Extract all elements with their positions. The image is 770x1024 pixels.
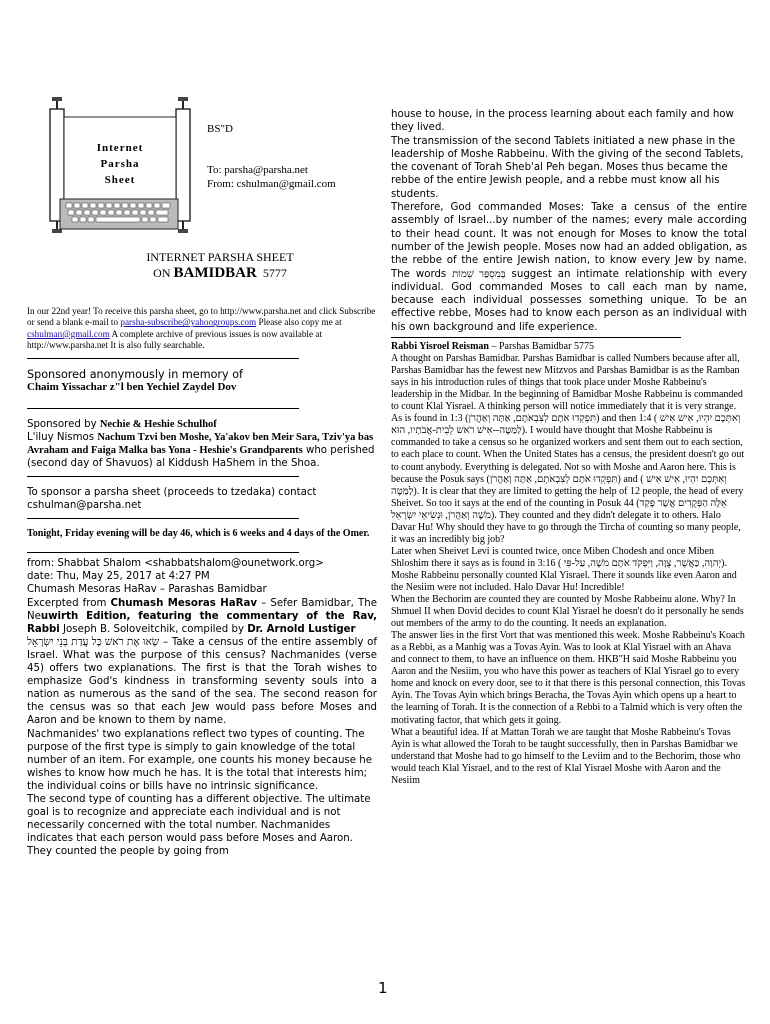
article2-author: Rabbi Yisroel Reisman [391,341,489,353]
divider [391,337,681,338]
hebrew-quote-6: וַיִּפְקֹד אֹתָם מֹשֶׁה, עַל-פִּי [563,557,653,569]
compiled-by-text: Joseph B. Soloveitchik, compiled by [59,623,248,635]
article1-para6-b: suggest an intimate relationship with every individual. God commanded Moses to call each man by name, because each individual possesses something unique. To be an effective rebbe, Moses had to know each person as an individual with his own background and life experience. [391,268,747,333]
article2-source: – Parshas Bamidbar 5775 [488,341,594,353]
article2-para1-d: ) and ( [617,473,647,485]
liluy-text: L'iluy Nismos [27,431,98,443]
book-commentary: uwirth Edition, featuring the commentary of the Rav, Rabbi [27,610,377,635]
email-from: from: Shabbat Shalom <shabbatshalom@ounetwork.org> [27,558,324,570]
omer-count: Tonight, Friday evening will be day 46, which is 6 weeks and 4 days of the Omer. [27,528,370,540]
sponsor-by-text: Sponsored by [27,418,100,430]
article1-para6-a: Therefore, God commanded Moses: Take a census of the entire assembly of Israel...by number of the names; every male according to their head count. It was not enough for Moses to know the total number of the Jewish people. Moses now had an added obligation, as the rebbe of the entire Jewish nation, to know every Jew by name. The words [391,202,747,280]
article2-para3: When the Bechorim are counted they are counted by Moshe Rabbeinu alone. Why? In Shmuel II when Dovid decides to count Klal Yisrael he doesn't do it personally he sends out members of the army to do the counting. It needs an explanation. [391,594,744,630]
article1-intro [27,597,377,728]
article2-para2-b: , [653,557,658,569]
title-line-2 [120,265,320,281]
article2-para2 [391,546,747,594]
article1-para6 [391,201,747,334]
divider [27,552,299,553]
title-line-1: INTERNET PARSHA SHEET [146,250,294,264]
sponsor-contact-email: cshulman@parsha.net [27,500,142,512]
email-date: date: Thu, May 25, 2017 at 4:27 PM [27,571,210,583]
hebrew-quote-3: תִּפְקְדוּ אֹתָם לְצִבְאֹתָם, אַתָּה וְאַהֲרֹן [489,473,618,485]
article2-para2-c: ). Moshe Rabbeinu personally counted Klal Yisrael. There it sounds like even Aaron and the Nesiim were not included. Halo Davar Hu! Incredible! [391,557,737,593]
article1-para4: house to house, in the process learning about each family and how they lived. [391,109,734,134]
intro-paragraph [27,306,377,352]
divider [27,476,299,477]
intro-text-1: In our 22nd year! To receive this parsha sheet, go to http://www.parsha.net and click Subscribe or send a blank e-mail to [27,306,376,328]
title-year: 5777 [262,266,287,280]
intro-text-3: A complete archive of previous issues is now available at http://www.parsha.net It is also fully searchable. [27,328,322,351]
grandparents-names: Nachum Tzvi ben Moshe, Ya'akov ben Meir Sara, Tziv'ya bas Avraham and Faiga Malka bas Yona - Heshie's Grandparents [27,431,374,456]
hebrew-quote-4: וְאִתְּכֶם יִהְיוּ, אִישׁ אִישׁ לַמַּטֶּה [391,473,727,497]
sponsor-contact [27,486,377,512]
from-address: From: cshulman@gmail.com [207,178,336,190]
to-address: To: parsha@parsha.net [207,164,308,176]
hebrew-verse: שְׂאוּ אֶת רֹאשׁ כָּל עֲדַת בְּנֵי יִשְׂרָאֵל [27,636,160,648]
book-title: Chumash Mesoras HaRav [110,597,258,609]
parsha-name: BAMIDBAR [173,265,257,281]
hebrew-quote-1: תִּפְקְדוּ אֹתָם לְצִבְאֹתָם, אַתָּה וְאַהֲרֹן [468,413,597,425]
divider [27,408,299,409]
sponsor-names: Nechie & Heshie Schulhof [99,418,217,430]
divider [27,358,299,359]
intro-text-2: Please also copy me at [256,317,342,328]
right-column [391,108,747,787]
hebrew-quote-7: יְהוָה, כַּאֲשֶׁר, צֻוָּה [658,557,722,569]
article1-para3: The second type of counting has a different objective. The ultimate goal is to recognize and appreciate each individual and is not necessarily concerned with the total number. Nachmanides indicates that each person would pass before Moses and Aaron. They counted the people by going from [27,793,371,858]
article2-para2-a: Later when Sheivet Levi is counted twice, once Miben Chodesh and once Miben Shloshim there it says as is found in 3:16 ( [391,545,714,569]
bsd-label: BS"D [207,123,233,135]
logo-line-1: Internet [96,142,144,154]
divider [27,518,299,519]
hebrew-bemispar-shemos: בְּמִסְפַּר שֵׁמוֹת [452,268,506,280]
left-column [27,306,377,858]
article2-para1-f: ). They counted and they didn't delegate it to others. Halo Davar Hu! Why should they have to go through the Tircha of counting so many people, it was an incredibly big job? [391,509,741,545]
article2-para1-a: A thought on Parshas Bamidbar. Parshas Bamidbar is called Numbers because after all, Parshas Bamidbar has the fewest new Mitzvos and Parshas Bamidbar is as the Ramban says in his introduction rules of things that took place under Moshe Rabbeinu's leadership in the Midbar. In the beginning of Bamidbar Moshe Rabbeinu is commanded to count Klal Yisrael. A thinking person will notice immediately that it is very strange. As is found in 1:3 ( [391,353,743,425]
sponsor-schulhof [27,418,377,470]
logo-line-3: Sheet [104,174,136,186]
title-on: ON [153,266,171,280]
email-subject: Chumash Mesoras HaRav – Parashas Bamidbar [27,584,267,596]
compiler-name: Dr. Arnold Lustiger [247,623,356,635]
article2-byline [391,341,747,353]
sponsor-memorial-name: Chaim Yissachar z"l ben Yechiel Zaydel Dov [27,380,237,393]
subscribe-email-link[interactable]: parsha-subscribe@yahoogroups.com [120,317,257,328]
article2-para1 [391,353,747,546]
excerpted-text: Excerpted from [27,597,111,609]
book-edition-text: – Sefer Bamidbar, The Ne [27,597,377,622]
shoa-text: who perished (second day of Shavuos) al Kiddush HaShem in the Shoa. [27,444,375,469]
hebrew-quote-2: וְאִתְּכֶם יִהְיוּ, אִישׁ אִישׁ לַמַּטֶּה--אִישׁ רֹאשׁ לְבֵית-אֲבֹתָיו, הוּא [391,413,741,437]
page-title [120,249,320,281]
article2-para4: The answer lies in the first Vort that was mentioned this week. Moshe Rabbeinu's Koach as a Rebbi, as a Manhig was a Tovas Ayin. Was to look at Klal Yisrael with an Ahava and connect to them, to have an influence on them. HKB"H said Moshe Rabbeinu you Aaron and the Nesiim, you who have this power as teachers of Klal Yisrael go to every home and knock on every door, see to it that there is this personal connection, this Tovas Ayin. The Tovas Ayin which brings Beracha, the Tovas Ayin which opens up a heart to the learning of Torah. It is the connection of a Rebbi to a Talmid which is very often the motivating factor, that which gets it going. [391,630,746,726]
logo-drawing [46,95,198,247]
sponsor-contact-text: To sponsor a parsha sheet (proceeds to tzedaka) contact [27,487,317,499]
article1-para2: Nachmanides' two explanations reflect two types of counting. The purpose of the first type is simply to gain knowledge of the total number of an item. For example, one counts his money because he wishes to know how much he has. It is the total that interests him; the individual coins or bills have no intrinsic significance. [27,728,373,792]
sponsor-anonymous: Sponsored anonymously in memory of [27,367,243,381]
hebrew-quote-5: אֵלֶּה הַפְּקֻדִים אֲשֶׁר פָּקַד מֹשֶׁה וְאַהֲרֹן, וּנְשִׂיאֵי יִשְׂרָאֵל [391,497,727,521]
article1-para5: The transmission of the second Tablets initiated a new phase in the leadership of Moshe Rabbeinu. With the giving of the second Tablets, the covenant of Torah Sheb'al Peh began. Moses thus became the rebbe of the entire Jewish people, and a rebbe must know all his students. [391,135,744,200]
article2-para1-b: ) and then 1:4 ( [596,413,660,425]
internet-parsha-sheet-logo [46,95,198,247]
article2-para5: What a beautiful idea. If at Mattan Torah we are taught that Moshe Rabbeinu's Tovas Ayin is what allowed the Torah to be taught successfully, then in Parshas Bamidbar we understand that Moshe had to go himself to the Leviim and to the Bechorim, those who would teach Klal Yisrael, and to the rest of Klal Yisrael Moshe with Aaron and the Nesiim [391,726,741,786]
page-number: 1 [378,979,388,997]
header-meta [207,122,336,191]
article2-para1-e: ). It is clear that they are limited to getting the help of 12 people, the head of every Sheivet. So too it says at the end of the counting in Posuk 44 ( [391,485,744,509]
article1-para1: – Take a census of the entire assembly of Israel. What was the purpose of this census? Nachmanides (verse 45) offers two explanations. The first is that the Torah wishes to emphasize God's kindness in transforming seventy souls into a nation as numerous as the sand of the sea. The second reason for the census was so that each Jew would pass before Moses and Aaron and be known to them by name. [27,636,377,727]
article2-para1-c: ). I would have thought that Moshe Rabbeinu is commanded to take a census so he organized workers and sent them out to each section, to each place to count. When the United States has a census, the president doesn't go out to count anybody. Everything is delegated. Not so with Moshe and Aaron here. This is because the Posuk says ( [391,425,745,485]
logo-line-2: Parsha [100,158,140,170]
editor-email-link[interactable]: cshulman@gmail.com [27,328,110,339]
